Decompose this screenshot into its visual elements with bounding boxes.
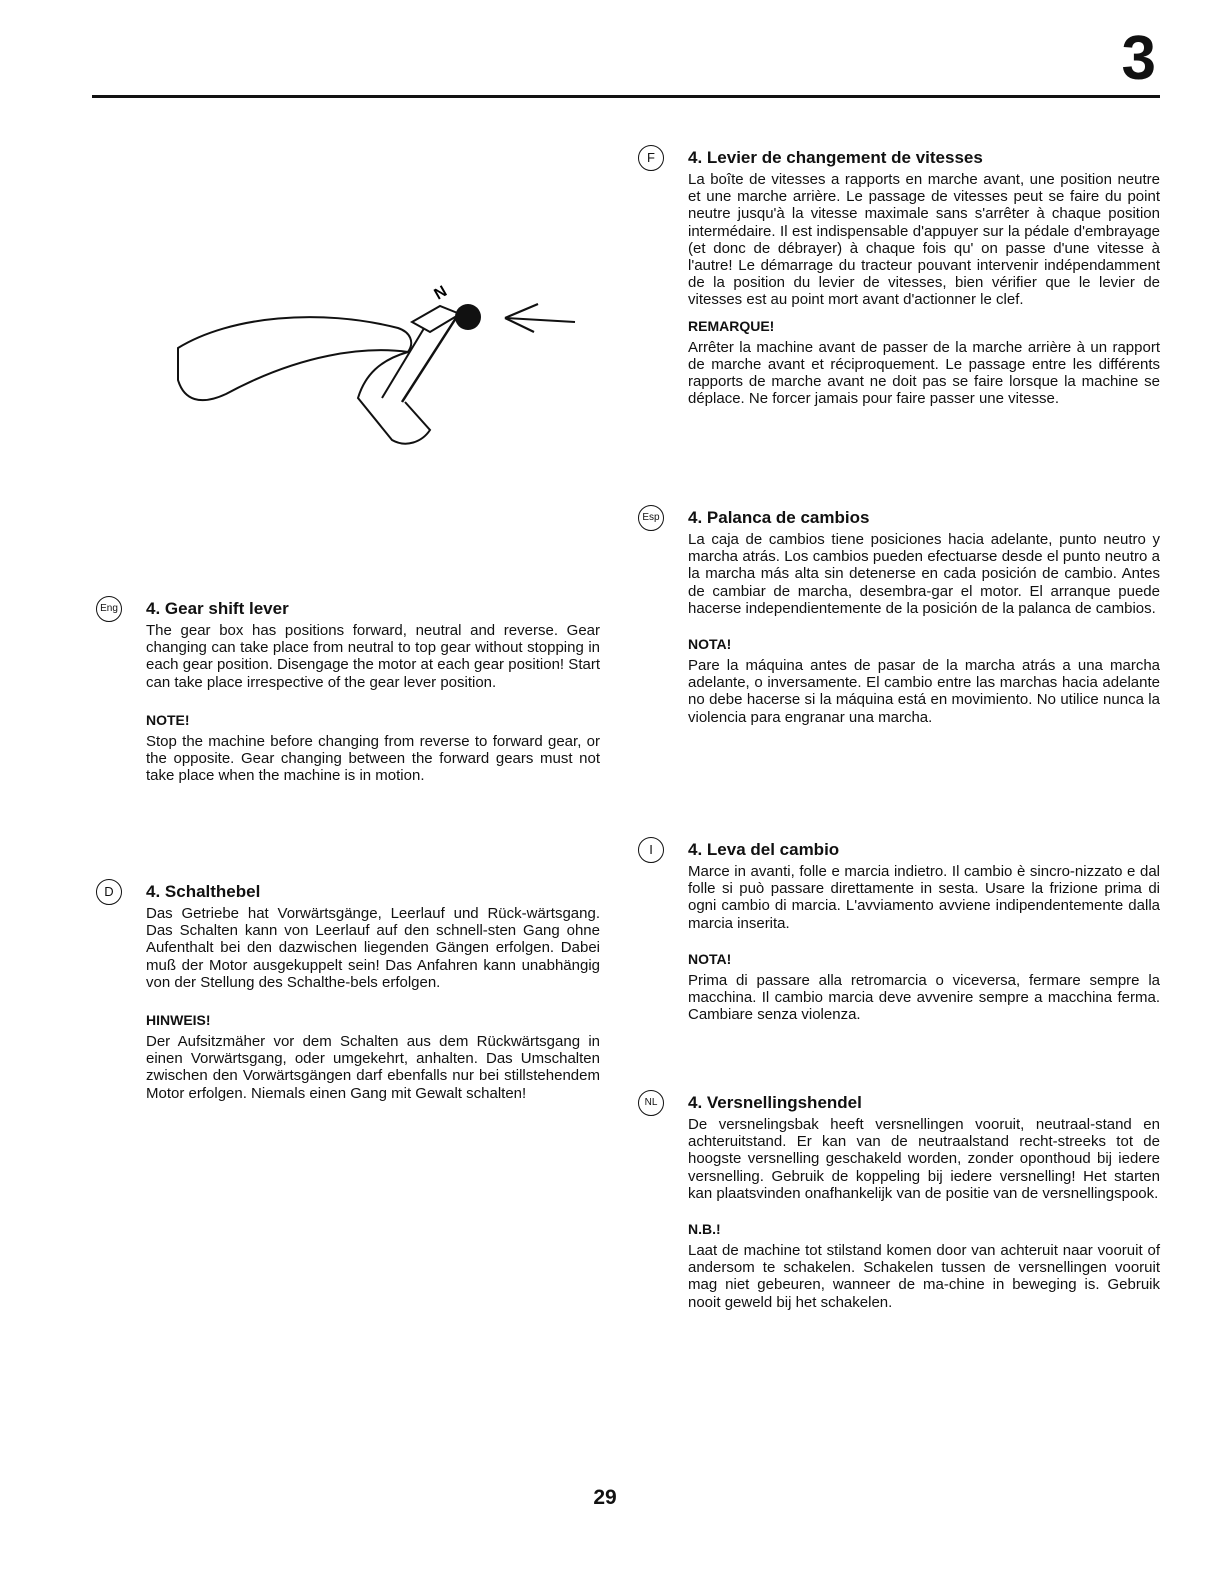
language-badge-icon: D: [96, 879, 122, 905]
section-english: [100, 599, 600, 785]
header-rule: [92, 95, 1160, 98]
section-french: [647, 148, 1160, 408]
chapter-number: 3: [1121, 24, 1156, 93]
note-body: Der Aufsitzmäher vor dem Schalten aus dem Rückwärtsgang in einen Vorwärtsgang, oder umgekehrt, anhalten. Das Umschalten zwischen den Vorwärtsgängen darf ebenfalls nur bei stillstehendem Motor erfolgen. Niemals einen Gang mit Gewalt schalten!: [146, 1033, 600, 1102]
language-badge-icon: F: [638, 145, 664, 171]
gear-slot-outline: [178, 317, 411, 400]
section-heading: [100, 599, 600, 619]
language-badge-icon: I: [638, 837, 664, 863]
note-title: NOTA!: [688, 636, 732, 653]
note-body: Prima di passare alla retromarcia o viceversa, fermare sempre la macchina. Il cambio marcia deve avvenire sempre a macchina ferma. Cambiare senza violenza.: [688, 971, 1160, 1024]
gear-slot-hook: [358, 352, 430, 444]
lever-knob: [455, 304, 481, 330]
note-title: N.B.!: [688, 1221, 721, 1238]
lever-rod-back: [382, 325, 426, 398]
note-title: NOTE!: [146, 711, 190, 728]
section-dutch: [644, 1093, 1160, 1311]
section-heading: [104, 882, 600, 902]
section-body: The gear box has positions forward, neutral and reverse. Gear changing can take place from neutral to top gear without stopping in each gear position. Disengage the motor at each gear position! Start can take place irrespective of the gear lever position.: [146, 622, 600, 691]
section-heading: [644, 1093, 1160, 1113]
section-body: La caja de cambios tiene posiciones hacia adelante, punto neutro y marcha atrás. Los cambios pueden efectuarse desde el punto neutro a la marcha más alta sin detenerse en cada posición de cambio. Antes de cambiar de marcha, desembra-gar el motor. El arranque puede hacerse independientemente de la posición de la palanca de cambios.: [688, 531, 1160, 617]
note-body: Arrêter la machine avant de passer de la marche arrière à un rapport de marche avant et réciproquement. Le passage entre les différents rapports de marche avant ne doit pas se faire lorsque la machine se déplace. Ne forcer jamais pour faire passer une vitesse.: [688, 338, 1160, 408]
section-title: 4. Levier de changement de vitesses: [688, 148, 983, 167]
section-body: Marce in avanti, folle e marcia indietro. Il cambio è sincro-nizzato e dal folle si può passare direttamente in sesta. Usare la frizione prima di ogni cambio di marcia. L'avviamento avviene indipendentemente dalla marcia inserita.: [688, 863, 1160, 932]
language-badge-icon: Eng: [96, 596, 122, 622]
language-badge-icon: Esp: [638, 505, 664, 531]
section-heading: [647, 148, 1160, 168]
section-heading: [649, 840, 1160, 860]
section-body: La boîte de vitesses a rapports en marche avant, une position neutre et une marche arrière. Le passage de vitesses peut se faire du point neutre jusqu'à la vitesse maximale sans s'arrêter à chaque position intermédaire. Il est indispensable d'appuyer sur la pédale d'embrayage (et donc de débrayer) à chaque fois qu' on passe d'une vitesse à l'autre! Le démarrage du tracteur pouvant intervenir indépendamment de la position du levier de vitesses, bien vérifier que le levier de vitesses est au point mort avant d'actionner le clef.: [688, 171, 1160, 309]
section-german: [104, 882, 600, 1102]
section-heading: [642, 508, 1160, 528]
section-title: 4. Palanca de cambios: [688, 508, 870, 527]
language-badge-icon: NL: [638, 1090, 664, 1116]
note-title: NOTA!: [688, 950, 732, 967]
section-title: 4. Schalthebel: [146, 882, 261, 901]
page-number: 29: [593, 1486, 617, 1509]
gear-lever-illustration: [160, 270, 590, 460]
section-title: 4. Versnellingshendel: [688, 1093, 862, 1112]
section-body: Das Getriebe hat Vorwärtsgänge, Leerlauf und Rück-wärtsgang. Das Schalten kann von Leerlauf auf den schnell-sten Gang ohne Aufenthalt bei den dazwischen liegenden Gängen erfolgen. Dabei muß der Motor ausgekuppelt sein! Das Anfahren kann unabhängig von der Stellung des Schalthe-bels erfolgen.: [146, 905, 600, 991]
note-title: REMARQUE!: [688, 317, 775, 334]
note-body: Laat de machine tot stilstand komen door van achteruit naar vooruit of andersom te schakelen. Schakelen tussen de versnellingen vooruit mag niet gebeuren, wanneer de ma-chine in beweging is. Gebruik nooit geweld bij het schakelen.: [688, 1242, 1160, 1311]
note-title: HINWEIS!: [146, 1012, 211, 1029]
arrow-shaft: [505, 318, 575, 322]
section-spanish: [642, 508, 1160, 726]
section-title: 4. Leva del cambio: [688, 840, 840, 859]
section-italian: [649, 840, 1160, 1024]
note-body: Pare la máquina antes de pasar de la marcha atrás a una marcha adelante, o inversamente. El cambio entre las marchas hacia adelante no debe hacerse si la máquina está en movimiento. No utilice nunca la violencia para engranar una marcha.: [688, 657, 1160, 726]
lever-mark: N: [431, 282, 451, 304]
section-body: De versnelingsbak heeft versnellingen vooruit, neutraal-stand en achteruitstand. Er kan van de neutraalstand recht-streeks tot de hoogste versnelling geschakeld worden, zonder oponthoud bij iedere versnelling. Gebruik de koppeling bij iedere versnelling! Het starten kan plaatsvinden onafhankelijk van de positie van de versnellingspook.: [688, 1116, 1160, 1202]
note-body: Stop the machine before changing from reverse to forward gear, or the opposite. Gear changing between the forward gears must not take place when the machine is in motion.: [146, 732, 600, 785]
lever-plate: [412, 306, 460, 332]
section-title: 4. Gear shift lever: [146, 599, 289, 618]
